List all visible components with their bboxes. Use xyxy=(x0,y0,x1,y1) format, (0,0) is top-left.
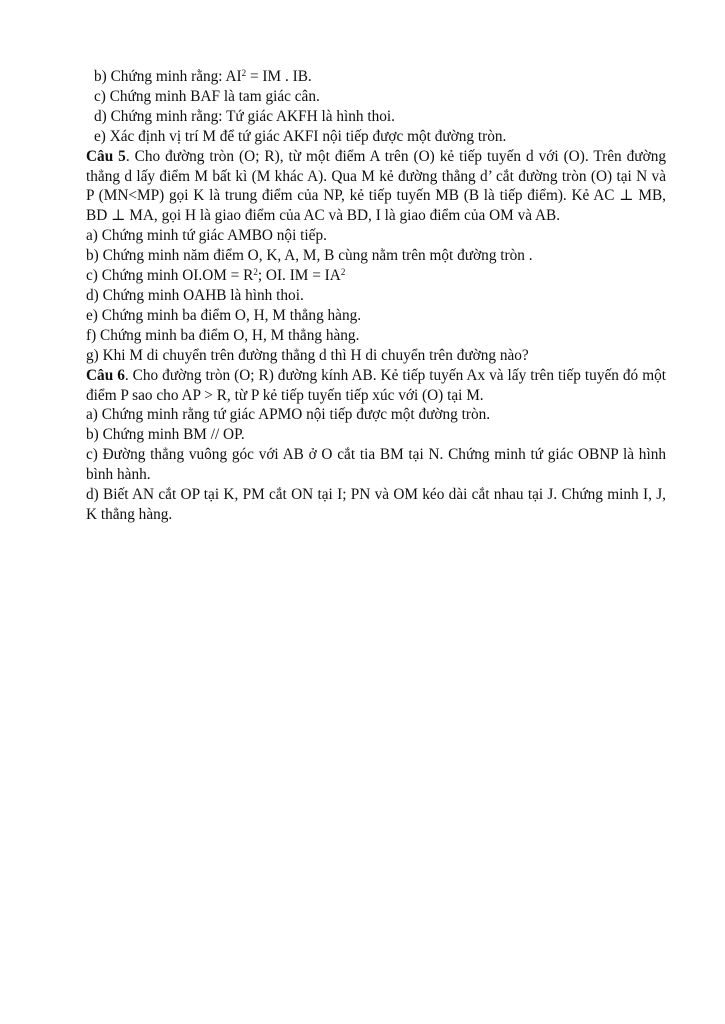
cau6-label: Câu 6 xyxy=(86,366,125,384)
cau6-item-b: b) Chứng minh BM // OP. xyxy=(86,426,245,444)
cau6-item-c: c) Đường thẳng vuông góc với AB ở O cắt tia BM tại N. Chứng minh tứ giác OBNP là hình bình hành. xyxy=(86,446,666,484)
cau6-statement xyxy=(86,366,666,406)
cau5-item-f: f) Chứng minh ba điểm O, H, M thẳng hàng. xyxy=(86,326,360,344)
superscript: 2 xyxy=(253,266,258,277)
cau5-item-g: g) Khi M di chuyển trên đường thẳng d thì H di chuyển trên đường nào? xyxy=(86,346,529,364)
part4-item-b-text-end: = IM . IB. xyxy=(246,68,312,85)
cau5-item-b: b) Chứng minh năm điểm O, K, A, M, B cùng nằm trên một đường tròn . xyxy=(86,247,533,265)
cau5-statement xyxy=(86,147,666,227)
part4-item-d: d) Chứng minh rằng: Tứ giác AKFH là hình thoi. xyxy=(94,107,395,125)
cau6-text: . Cho đường tròn (O; R) đường kính AB. Kẻ tiếp tuyến Ax và lấy trên tiếp tuyến đó một điểm P sao cho AP > R, từ P kẻ tiếp tuyến tiếp xúc với (O) tại M. xyxy=(86,366,666,404)
part4-item-c: c) Chứng minh BAF là tam giác cân. xyxy=(94,87,320,105)
superscript: 2 xyxy=(241,67,247,78)
cau5-item-d: d) Chứng minh OAHB là hình thoi. xyxy=(86,286,304,304)
document-page xyxy=(86,67,666,525)
part4-item-b-text: b) Chứng minh rằng: AI xyxy=(94,68,242,85)
cau5-item-c-text-2: ; OI. IM = IA xyxy=(257,267,341,285)
cau5-item-c xyxy=(86,266,666,286)
cau5-item-c-text: c) Chứng minh OI.OM = R xyxy=(86,267,254,285)
cau5-item-a: a) Chứng minh tứ giác AMBO nội tiếp. xyxy=(86,227,327,245)
cau5-label: Câu 5 xyxy=(86,147,126,165)
superscript: 2 xyxy=(340,266,346,277)
cau6-item-d: d) Biết AN cắt OP tại K, PM cắt ON tại I; PN và OM kéo dài cắt nhau tại J. Chứng minh I, J, K thẳng hàng. xyxy=(86,486,666,523)
cau5-item-e: e) Chứng minh ba điểm O, H, M thẳng hàng. xyxy=(86,306,362,324)
part4-item-b xyxy=(86,67,666,87)
cau6-item-a: a) Chứng minh rằng tứ giác APMO nội tiếp được một đường tròn. xyxy=(86,406,491,424)
part4-item-e: e) Xác định vị trí M để tứ giác AKFI nội tiếp được một đường tròn. xyxy=(94,127,507,145)
cau5-text: . Cho đường tròn (O; R), từ một điểm A trên (O) kẻ tiếp tuyến d với (O). Trên đường thẳng d lấy điểm M bất kì (M khác A). Qua M kẻ đường thẳng d’ cắt đường tròn (O) tại N và P (MN<MP) gọi K là trung điểm của NP, kẻ tiếp tuyến MB (B là tiếp điểm). Kẻ AC ⊥ MB, BD ⊥ MA, gọi H là giao điểm của AC và BD, I là giao điểm của OM và AB. xyxy=(86,147,666,225)
